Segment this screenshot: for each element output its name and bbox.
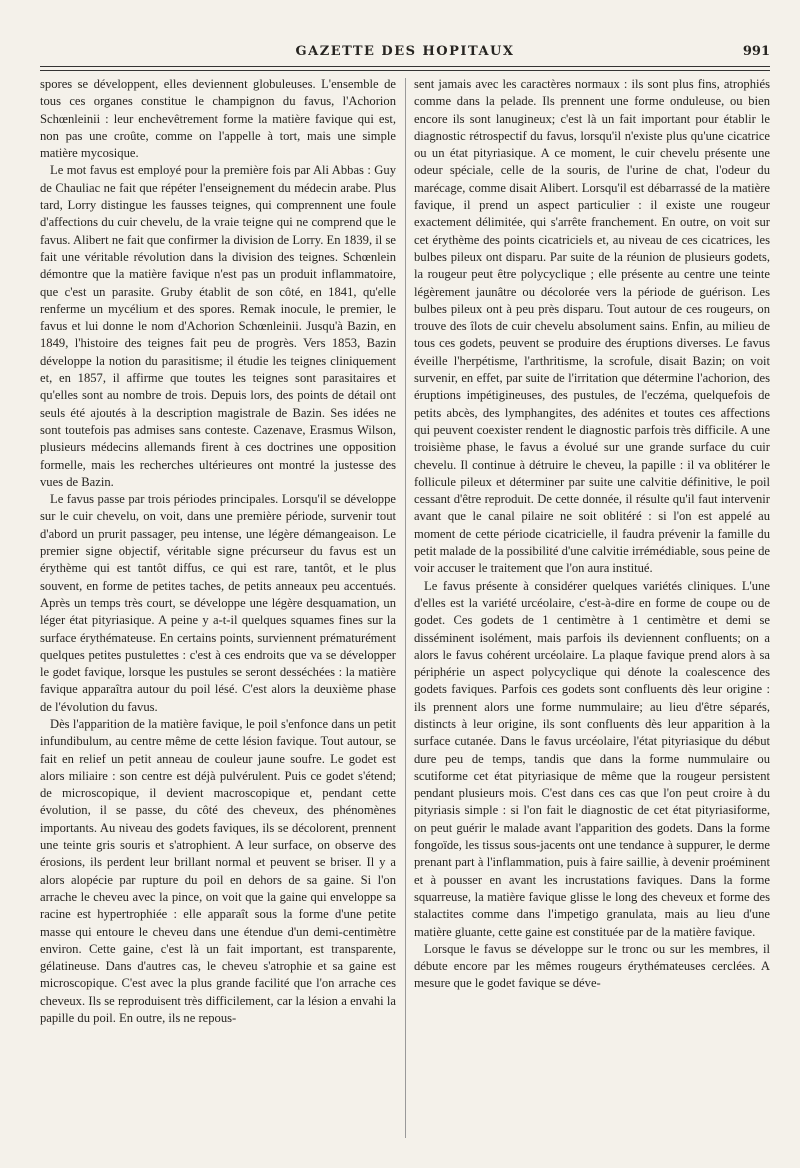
paragraph: Le mot favus est employé pour la première fois par Ali Abbas : Guy de Chauliac ne fait que répéter l'enseignement du médecin arabe. Plus tard, Lorry distingue les fausses teignes, qui comprennent une foule d'affections du cuir chevelu, de la vraie teigne qui ne comprend que le favus. Alibert ne fait que confirmer la division de Lorry. En 1839, il se fait une véritable révolution dans la division des teignes. Schœnlein démontre que la matière favique n'est pas un produit inflammatoire, que c'est un parasite. Gruby établit de son côté, en 1841, qu'elle renferme un mycélium et des spores. Remak inocule, le premier, le favus et lui donne le nom d'Achorion Schœnleinii. Jusqu'à Bazin, en 1849, l'histoire des teignes fait peu de progrès. Vers 1853, Bazin développe la notion du parasitisme; il étudie les teignes cliniquement et, en 1857, il affirme que toutes les teignes sont parasitaires et qu'elles sont au nombre de trois. Depuis lors, des points de détail ont seuls été ajoutés à la description magistrale de Bazin. Ses idées ne sont toutefois pas admises sans conteste. Cazenave, Erasmus Wilson, plusieurs médecins allemands firent à ces doctrines une opposition formelle, mais les recherches ultérieures ont montré la justesse des vues de Bazin.: [40, 163, 396, 489]
paragraph: Dès l'apparition de la matière favique, le poil s'enfonce dans un petit infundibulum, au centre même de cette lésion favique. Tout autour, se fait en relief un petit anneau de couleur jaune soufre. Le godet est alors miliaire : son centre est déjà pulvérulent. Puis ce godet s'étend; de microscopique, il devient macroscopique et, pendant cette évolution, il se passe, du côté des cheveux, des phénomènes importants. Au niveau des godets faviques, ils se décolorent, prennent une teinte gris souris et s'atrophient. A leur surface, on observe des érosions, ils perdent leur brillant normal et peuvent se briser. Il y a alors alopécie par rupture du poil en dehors de sa gaine. Si l'on arrache le cheveu avec la pince, on voit que la gaine qui enveloppe sa racine est hypertrophiée : elle apparaît sous la forme d'une petite masse qui entoure le cheveu dans une étendue d'un demi-centimètre environ. Cette gaine, c'est là un fait important, est transparente, gélatineuse. Dans d'autres cas, le cheveu s'atrophie et sa gaine est microscopique. C'est avec la plus grande facilité que l'on arrache ces cheveux. Ils se reproduisent très difficilement, car la lésion a envahi la papille du poil. En outre, ils ne repous-: [40, 716, 396, 1026]
page-number: 991: [742, 44, 770, 59]
left-column: [40, 76, 396, 1146]
paragraph: spores se développent, elles deviennent globuleuses. L'ensemble de tous ces organes constitue le champignon du favus, l'Achorion Schœnleinii : leur enchevêtrement forme la matière favique qui est, non pas une croûte, comme on l'appelle à tort, mais une simple matière mycosique.: [40, 77, 396, 161]
column-divider: [405, 78, 406, 1138]
paragraph: Lorsque le favus se développe sur le tronc ou sur les membres, il débute encore par les mêmes rougeurs érythémateuses cerclées. A mesure que le godet favique se déve-: [414, 941, 770, 991]
running-title: GAZETTE DES HOPITAUX: [295, 44, 515, 59]
paragraph: sent jamais avec les caractères normaux : ils sont plus fins, atrophiés comme dans la pelade. Ils prennent une forme onduleuse, ou bien encore ils sont lanugineux; c'est là un fait important pour établir le diagnostic rétrospectif du favus, lorsqu'il n'existe plus qu'une cicatrice ou un état pityriasique. A ce moment, le cuir chevelu présente une odeur spéciale, celle de la souris, de l'urine de chat, l'odeur du marécage, comme disait Alibert. Lorsqu'il est débarrassé de la matière favique, il prend un aspect particulier : il existe une rougeur exactement délimitée, qui s'arrête franchement. En outre, on voit sur cet érythème des points cicatriciels et, au niveau de ces cicatrices, les bulbes pileux ont disparu. Par suite de la réunion de plusieurs godets, la rougeur peut être polycyclique ; elle présente au centre une teinte légèrement jaunâtre ou décolorée vers la période de guérison. Les bulbes pileux ont à peu près disparu. Tout autour de ces rougeurs, on trouve des îlots de cuir chevelu absolument sains. Enfin, au milieu de tous ces godets, peuvent se produire des éruptions diverses. Le favus éveille l'herpétisme, l'arthritisme, la scrofule, disait Bazin; on voit survenir, en effet, par suite de l'irritation que détermine l'achorion, des éruptions impétigineuses, des pustules, de l'eczéma, quelquefois de petits abcès, des lymphangites, des adénites et toutes ces affections qui peuvent coexister rendent le diagnostic parfois très difficile. A une troisième phase, le favus a évolué sur une grande surface du cuir chevelu. Il continue à détruire le cheveu, la papille : il va oblitérer le follicule pileux et déterminer par suite une calvitie définitive, le poil cessant d'être reproduit. De cette donnée, il résulte qu'il faut intervenir avant que le canal pilaire ne soit oblitéré : si l'on est appelé au moment de cette période cicatricielle, il faudra prévenir la famille du petit malade de la possibilité d'une calvitie irrémédiable, sous peine de voir accuser le traitement que l'on aura institué.: [414, 77, 770, 576]
paragraph: Le favus passe par trois périodes principales. Lorsqu'il se développe sur le cuir chevelu, on voit, dans une première période, survenir tout d'abord un prurit passager, peu intense, une légère démangeaison. Le premier signe objectif, véritable signe précurseur du favus est un érythème qui est tantôt diffus, ce qui est rare, tantôt, et le plus souvent, en forme de petites taches, de petits anneaux peu accentués. Après un temps très court, se développe une légère desquamation, un léger état pityriasique. A peine y a-t-il quelques squames fines sur la surface érythémateuse. En certains points, surviennent prématurément quelques petites pustulettes : c'est à ces endroits que va se développer le godet favique, lorsque les pustules se seront desséchées : la matière favique apparaîtra autour du poil lésé. C'est alors la deuxième phase de l'évolution du favus.: [40, 492, 396, 714]
paragraph: Le favus présente à considérer quelques variétés cliniques. L'une d'elles est la variété urcéolaire, c'est-à-dire en forme de coupe ou de godet. Ces godets de 1 centimètre à 1 centimètre et demi se disséminent isolément, mais parfois ils deviennent confluents; on a alors le favus cohérent urcéolaire. La plaque favique prend alors à sa périphérie un aspect polycyclique qui dénote la coalescence des godets faviques. Parfois ces godets sont confluents dès leur origine : ils prennent alors une forme nummulaire; au lieu d'être séparés, distincts à leur origine, ils sont confluents dès leur apparition à la surface cutanée. Dans le favus urcéolaire, l'état pityriasique du début dure peu de temps, tandis que dans la forme nummulaire ou scutiforme cet état pityriasique de même que la rougeur persistent pendant plusieurs mois. C'est dans ces cas que l'on peut croire à du pityriasis simple : si l'on fait le diagnostic de cet état pityriasiforme, on peut guérir le malade avant l'apparition des godets. Dans la forme fongoïde, les tissus sous-jacents ont une tendance à suppurer, le derme prenant part à l'inflammation, puis à faire saillie, à devenir proéminent et à pousser en avant les incrustations faviques. Dans la forme squarreuse, la matière favique glisse le long des cheveux et forme des stalactites comme dans l'impetigo granulata, mais au lieu d'une matière gluante, cette gaine est constituée par de la matière favique.: [414, 578, 770, 939]
header-rule-thick: [40, 66, 770, 67]
page-header: [40, 44, 770, 64]
right-column: [414, 76, 770, 1146]
header-rule-thin: [40, 70, 770, 71]
